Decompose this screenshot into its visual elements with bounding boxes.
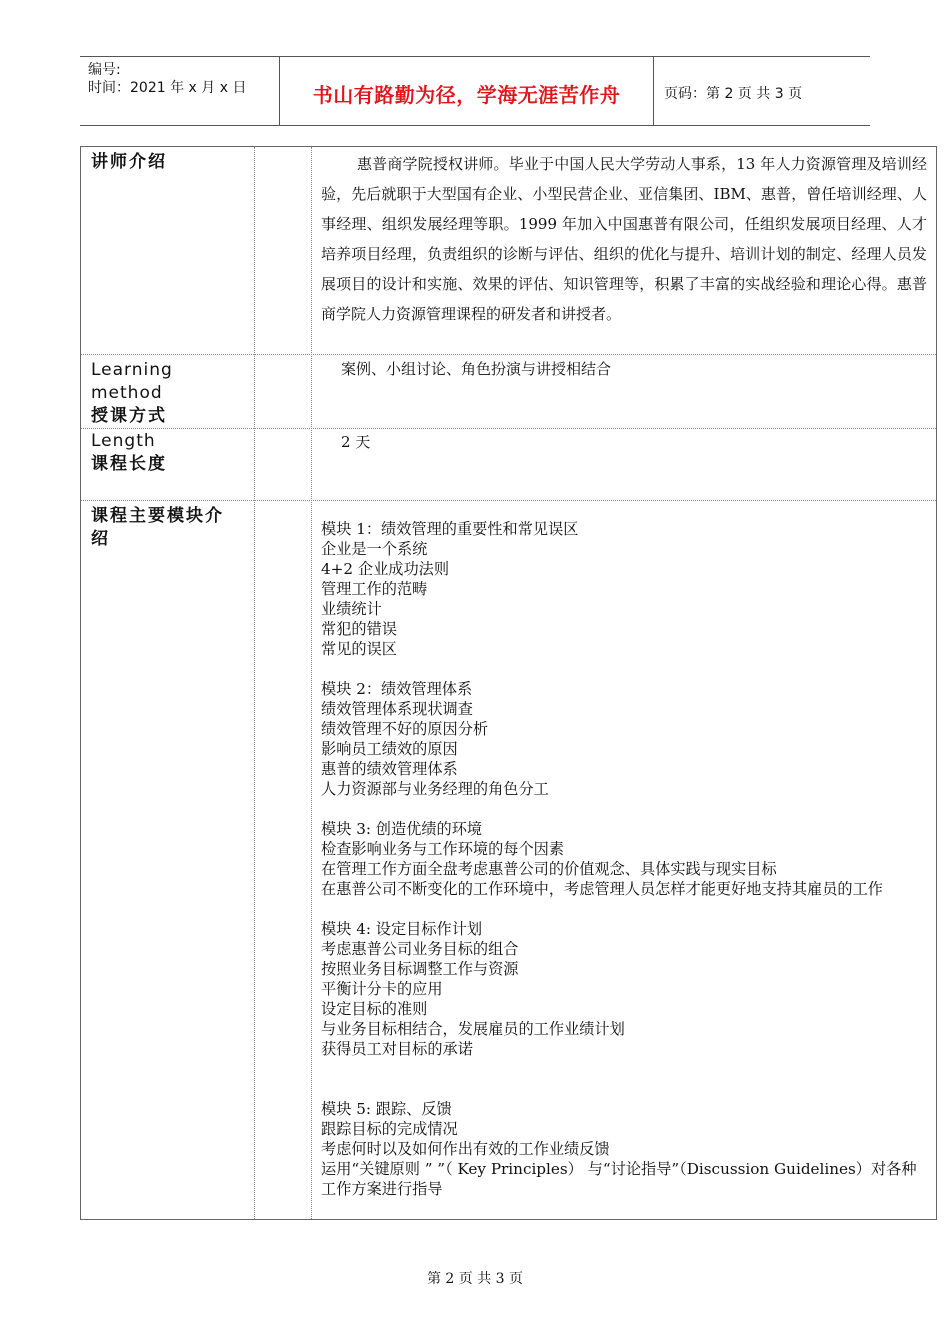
motto: 书山有路勤为径，学海无涯苦作舟 xyxy=(312,83,621,107)
module-item: 检查影响业务与工作环境的每个因素 xyxy=(321,840,564,858)
course-table xyxy=(80,146,937,1220)
module-item: 在惠普公司不断变化的工作环境中，考虑管理人员怎样才能更好地支持其雇员的工作 xyxy=(321,880,883,898)
module-item: 管理工作的范畴 xyxy=(321,580,428,598)
module-title: 模块 1：绩效管理的重要性和常见误区 xyxy=(321,520,579,538)
modules-list xyxy=(321,519,927,1199)
module-item: 业绩统计 xyxy=(321,600,382,618)
module-item: 常犯的错误 xyxy=(321,620,397,638)
module-item: 绩效管理不好的原因分析 xyxy=(321,720,489,738)
module-item: 绩效管理体系现状调查 xyxy=(321,700,473,718)
module-title: 模块 4: 设定目标作计划 xyxy=(321,920,483,938)
module-item: 常见的误区 xyxy=(321,640,397,658)
row-divider xyxy=(81,354,936,355)
module-item: 考虑惠普公司业务目标的组合 xyxy=(321,940,519,958)
modules-label xyxy=(91,505,224,551)
doc-number-label: 编号: xyxy=(88,62,121,78)
length-label xyxy=(91,430,167,476)
module-item: 企业是一个系统 xyxy=(321,540,428,558)
column-divider xyxy=(311,147,312,1219)
instructor-bio: 惠普商学院授权讲师。毕业于中国人民大学劳动人事系，13 年人力资源管理及培训经验，先后就职于大型国有企业、小型民营企业、亚信集团、IBM、惠普，曾任培训经理、人事经理、组织发展经理等职。1999 年加入中国惠普有限公司，任组织发展项目经理、人才培养项目经理，负责组织的诊断与评估、组织的优化与提升、培训计划的制定、经理人员发展项目的设计和实施、效果的评估、知识管理等，积累了丰富的实战经验和理论心得。惠普商学院人力资源管理课程的研发者和讲授者。 xyxy=(321,155,927,323)
module-item: 设定目标的准则 xyxy=(321,1000,428,1018)
page-footer: 第 2 页 共 3 页 xyxy=(426,1271,524,1287)
module-item: 4+2 企业成功法则 xyxy=(321,560,450,578)
module-title: 模块 3: 创造优绩的环境 xyxy=(321,820,483,838)
module-title: 模块 5: 跟踪、反馈 xyxy=(321,1100,452,1118)
length-label-en: Length xyxy=(91,431,156,451)
method-label xyxy=(91,359,173,428)
module-item: 运用“关键原则 ” ”（ Key Principles） 与“讨论指导”（Discussion Guidelines）对各种工作方案进行指导 xyxy=(321,1160,917,1198)
length-text: 2 天 xyxy=(341,433,371,451)
modules-label-2: 绍 xyxy=(91,529,110,549)
module-item: 在管理工作方面全盘考虑惠普公司的价值观念、具体实践与现实目标 xyxy=(321,860,777,878)
page-code: 页码：第 2 页 共 3 页 xyxy=(664,86,803,102)
module-item: 跟踪目标的完成情况 xyxy=(321,1120,458,1138)
page-header xyxy=(80,56,870,126)
instructor-label: 讲师介绍 xyxy=(91,152,167,172)
row-divider xyxy=(81,500,936,501)
module-item: 获得员工对目标的承诺 xyxy=(321,1040,473,1058)
module-item: 影响员工绩效的原因 xyxy=(321,740,458,758)
header-page-cell xyxy=(654,57,870,125)
row-divider xyxy=(81,428,936,429)
header-motto-cell xyxy=(280,57,654,125)
header-meta xyxy=(80,57,280,125)
module-item: 惠普的绩效管理体系 xyxy=(321,760,458,778)
module-item: 平衡计分卡的应用 xyxy=(321,980,443,998)
modules-label-1: 课程主要模块介 xyxy=(91,506,224,526)
method-text: 案例、小组讨论、角色扮演与讲授相结合 xyxy=(341,360,612,378)
method-label-en-1: Learning xyxy=(91,360,173,380)
method-label-cn: 授课方式 xyxy=(91,406,167,426)
method-label-en-2: method xyxy=(91,383,163,403)
module-item: 按照业务目标调整工作与资源 xyxy=(321,960,519,978)
length-label-cn: 课程长度 xyxy=(91,454,167,474)
time-label: 时间：2021 年 x 月 x 日 xyxy=(88,80,247,96)
module-item: 考虑何时以及如何作出有效的工作业绩反馈 xyxy=(321,1140,610,1158)
module-item: 与业务目标相结合，发展雇员的工作业绩计划 xyxy=(321,1020,625,1038)
module-title: 模块 2：绩效管理体系 xyxy=(321,680,473,698)
module-item: 人力资源部与业务经理的角色分工 xyxy=(321,780,549,798)
column-divider xyxy=(254,147,255,1219)
